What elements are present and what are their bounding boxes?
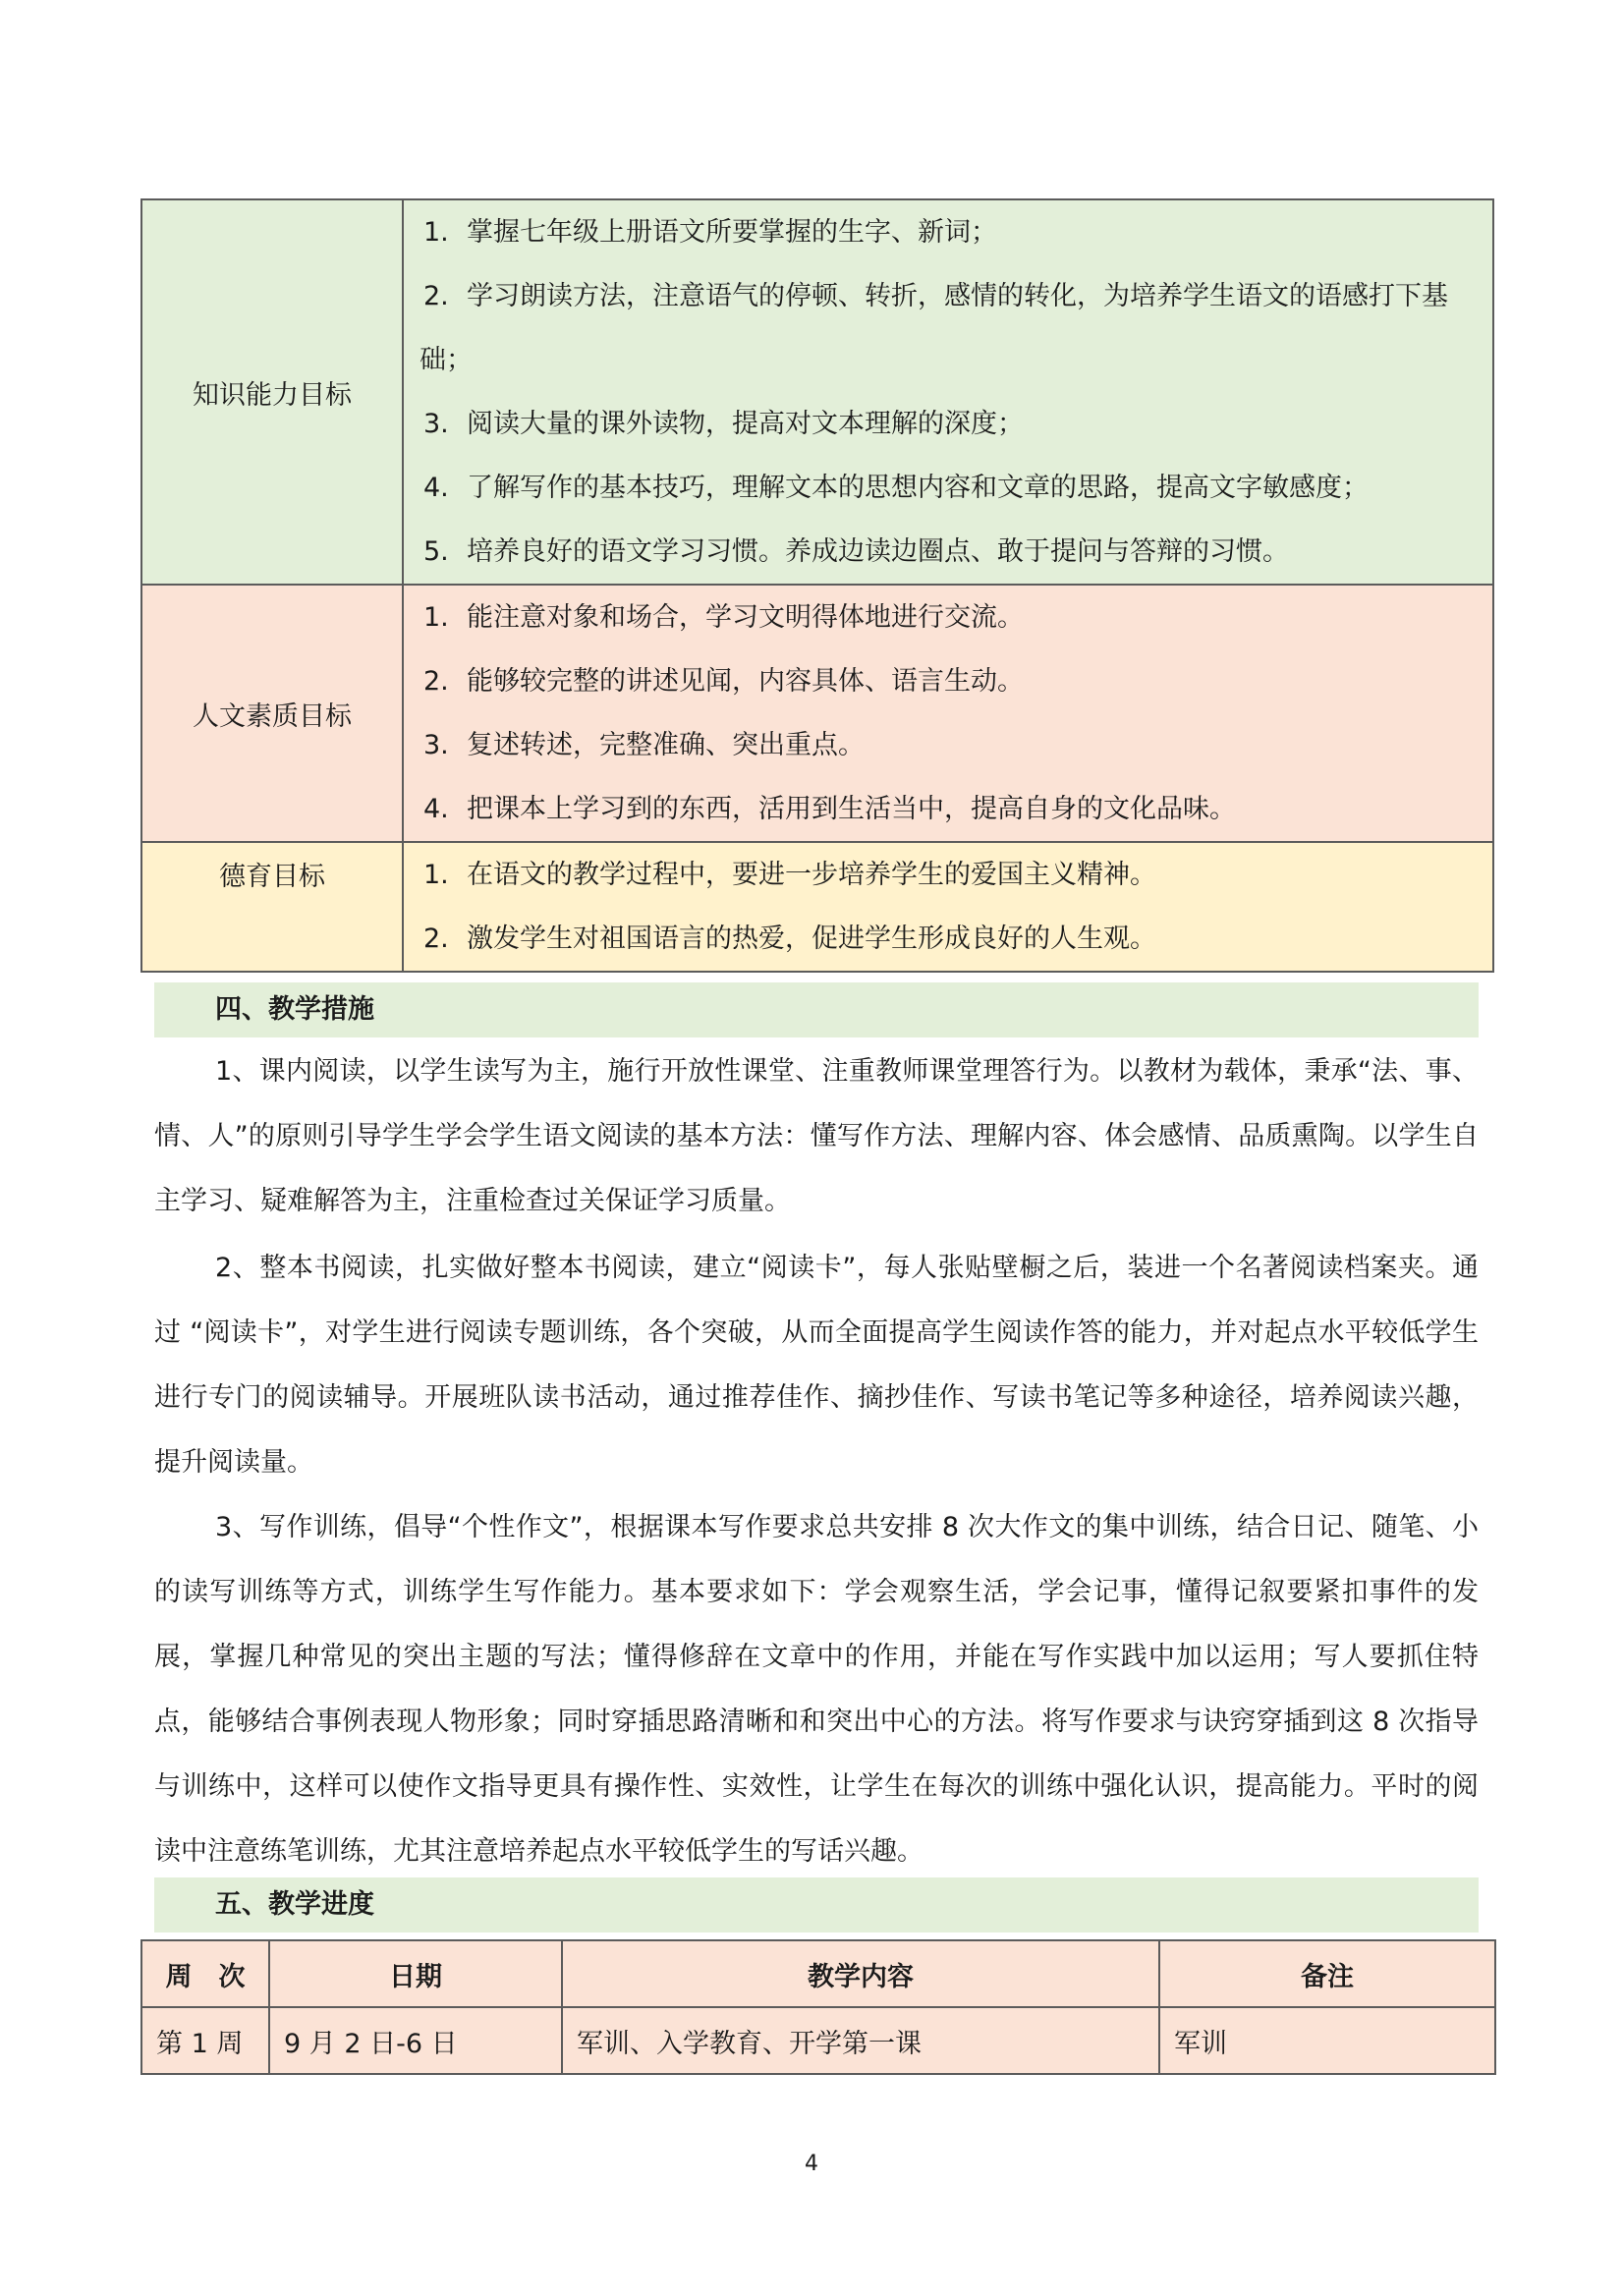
paragraph: 2、整本书阅读，扎实做好整本书阅读，建立“阅读卡”，每人张贴壁橱之后，装进一个名著阅读档案夹。通过 “阅读卡”，对学生进行阅读专题训练，各个突破，从而全面提高学生阅读作答的能力，并对起点水平较低学生进行专门的阅读辅导。开展班队读书活动，通过推荐佳作、摘抄佳作、写读书笔记等多种途径，培养阅读兴趣，提升阅读量。: [154, 1253, 1479, 1478]
goal-items: [403, 842, 1493, 972]
section-heading: 五、教学进度: [154, 1877, 1479, 1932]
goal-row-moral: [141, 842, 1493, 972]
goal-label: 德育目标: [141, 842, 403, 972]
goal-label: 知识能力目标: [141, 199, 403, 585]
page-number: 4: [805, 2152, 818, 2176]
column-header: 日期: [269, 1940, 562, 2007]
goal-item: 1. 掌握七年级上册语文所要掌握的生字、新词；: [423, 217, 997, 248]
goal-item: 2. 学习朗读方法，注意语气的停顿、转折，感情的转化，为培养学生语文的语感打下基础；: [420, 281, 1448, 375]
goal-label: 人文素质目标: [141, 585, 403, 842]
schedule-table: [140, 1939, 1496, 2075]
column-header: 教学内容: [562, 1940, 1159, 2007]
goal-item: 5. 培养良好的语文学习习惯。养成边读边圈点、敢于提问与答辩的习惯。: [423, 536, 1289, 567]
goal-items: [403, 199, 1493, 585]
goals-table: [140, 198, 1494, 973]
column-header: 备注: [1159, 1940, 1495, 2007]
goal-item: 4. 了解写作的基本技巧，理解文本的思想内容和文章的思路，提高文字敏感度；: [423, 473, 1369, 503]
table-cell: 第 1 周: [141, 2007, 269, 2074]
goal-item: 1. 能注意对象和场合，学习文明得体地进行交流。: [423, 602, 1024, 633]
table-cell: 军训、入学教育、开学第一课: [562, 2007, 1159, 2074]
column-header: 周 次: [141, 1940, 269, 2007]
paragraph: 3、写作训练，倡导“个性作文”，根据课本写作要求总共安排 8 次大作文的集中训练，结合日记、随笔、小的读写训练等方式，训练学生写作能力。基本要求如下：学会观察生活，学会记事，懂得记叙要紧扣事件的发展，掌握几种常见的突出主题的写法；懂得修辞在文章中的作用，并能在写作实践中加以运用；写人要抓住特点，能够结合事例表现人物形象；同时穿插思路清晰和和突出中心的方法。将写作要求与诀窍穿插到这 8 次指导与训练中，这样可以使作文指导更具有操作性、实效性，让学生在每次的训练中强化认识，提高能力。平时的阅读中注意练笔训练，尤其注意培养起点水平较低学生的写话兴趣。: [154, 1512, 1479, 1867]
schedule-header-row: [141, 1940, 1495, 2007]
goal-item: 3. 阅读大量的课外读物，提高对文本理解的深度；: [423, 409, 1024, 439]
goal-row-humanities: [141, 585, 1493, 842]
table-cell: 9 月 2 日-6 日: [269, 2007, 562, 2074]
goal-item: 4. 把课本上学习到的东西，活用到生活当中，提高自身的文化品味。: [423, 794, 1236, 824]
paragraph: 1、课内阅读，以学生读写为主，施行开放性课堂、注重教师课堂理答行为。以教材为载体，秉承“法、事、情、人”的原则引导学生学会学生语文阅读的基本方法：懂写作方法、理解内容、体会感情、品质熏陶。以学生自主学习、疑难解答为主，注重检查过关保证学习质量。: [154, 1056, 1479, 1216]
goal-item: 2. 激发学生对祖国语言的热爱，促进学生形成良好的人生观。: [423, 924, 1156, 954]
goal-item: 3. 复述转述，完整准确、突出重点。: [423, 730, 865, 760]
goal-item: 2. 能够较完整的讲述见闻，内容具体、语言生动。: [423, 666, 1024, 697]
section-heading: 四、教学措施: [154, 982, 1479, 1037]
goal-item: 1. 在语文的教学过程中，要进一步培养学生的爱国主义精神。: [423, 860, 1156, 890]
table-row: [141, 2007, 1495, 2074]
goal-row-knowledge: [141, 199, 1493, 585]
goal-items: [403, 585, 1493, 842]
table-cell: 军训: [1159, 2007, 1495, 2074]
